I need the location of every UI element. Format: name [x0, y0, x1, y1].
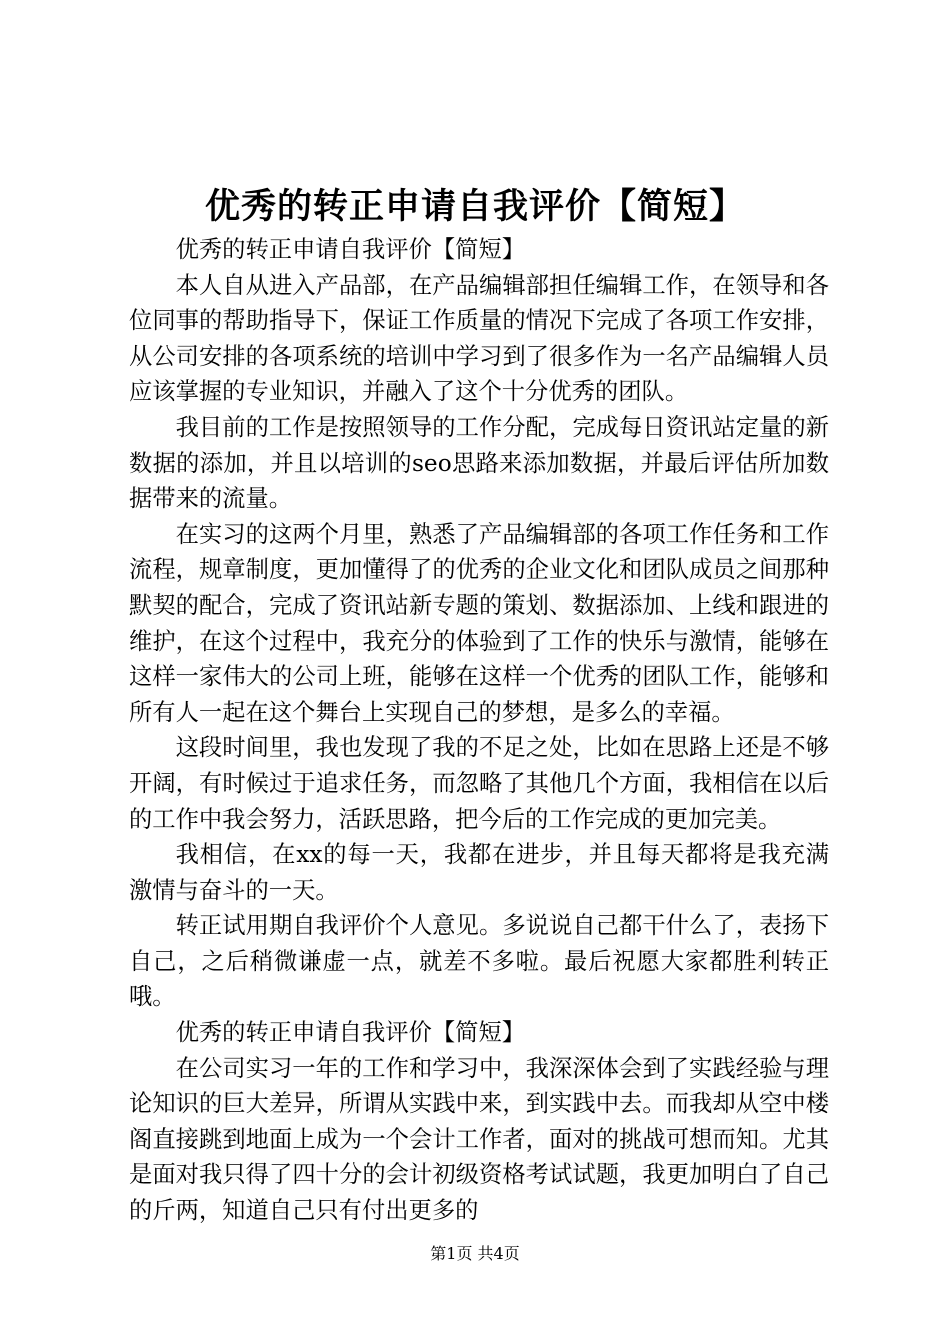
paragraph: 转正试用期自我评价个人意见。多说说自己都干什么了，表扬下自己，之后稍微谦虚一点，就差不多啦。最后祝愿大家都胜利转正哦。: [129, 912, 829, 1011]
paragraph: 在实习的这两个月里，熟悉了产品编辑部的各项工作任务和工作流程，规章制度，更加懂得了的优秀的企业文化和团队成员之间那种默契的配合，完成了资讯站新专题的策划、数据添加、上线和跟进的维护，在这个过程中，我充分的体验到了工作的快乐与激情，能够在这样一家伟大的公司上班，能够在这样一个优秀的团队工作，能够和所有人一起在这个舞台上实现自己的梦想，是多么的幸福。: [129, 520, 829, 726]
paragraph: 我相信，在xx的每一天，我都在进步，并且每天都将是我充满激情与奋斗的一天。: [129, 841, 829, 904]
paragraph-subtitle: 优秀的转正申请自我评价【简短】: [175, 1019, 526, 1047]
paragraph: 我目前的工作是按照领导的工作分配，完成每日资讯站定量的新数据的添加，并且以培训的seo思路来添加数据，并最后评估所加数据带来的流量。: [129, 413, 829, 513]
document-title: 优秀的转正申请自我评价【简短】: [204, 186, 745, 227]
paragraph: 这段时间里，我也发现了我的不足之处，比如在思路上还是不够开阔，有时候过于追求任务，而忽略了其他几个方面，我相信在以后的工作中我会努力，活跃思路，把今后的工作完成的更加完美。: [129, 734, 829, 833]
document-body: [129, 232, 829, 1229]
paragraph: 本人自从进入产品部，在产品编辑部担任编辑工作，在领导和各位同事的帮助指导下，保证工作质量的情况下完成了各项工作安排，从公司安排的各项系统的培训中学习到了很多作为一名产品编辑人员应该掌握的专业知识，并融入了这个十分优秀的团队。: [129, 271, 829, 406]
paragraph: 在公司实习一年的工作和学习中，我深深体会到了实践经验与理论知识的巨大差异，所谓从实践中来，到实践中去。而我却从空中楼阁直接跳到地面上成为一个会计工作者，面对的挑战可想而知。尤其是面对我只得了四十分的会计初级资格考试试题，我更加明白了自己的斤两，知道自己只有付出更多的: [129, 1054, 829, 1225]
paragraph-subtitle: 优秀的转正申请自我评价【简短】: [175, 236, 526, 263]
page-number: 第1页 共4页: [430, 1244, 520, 1263]
